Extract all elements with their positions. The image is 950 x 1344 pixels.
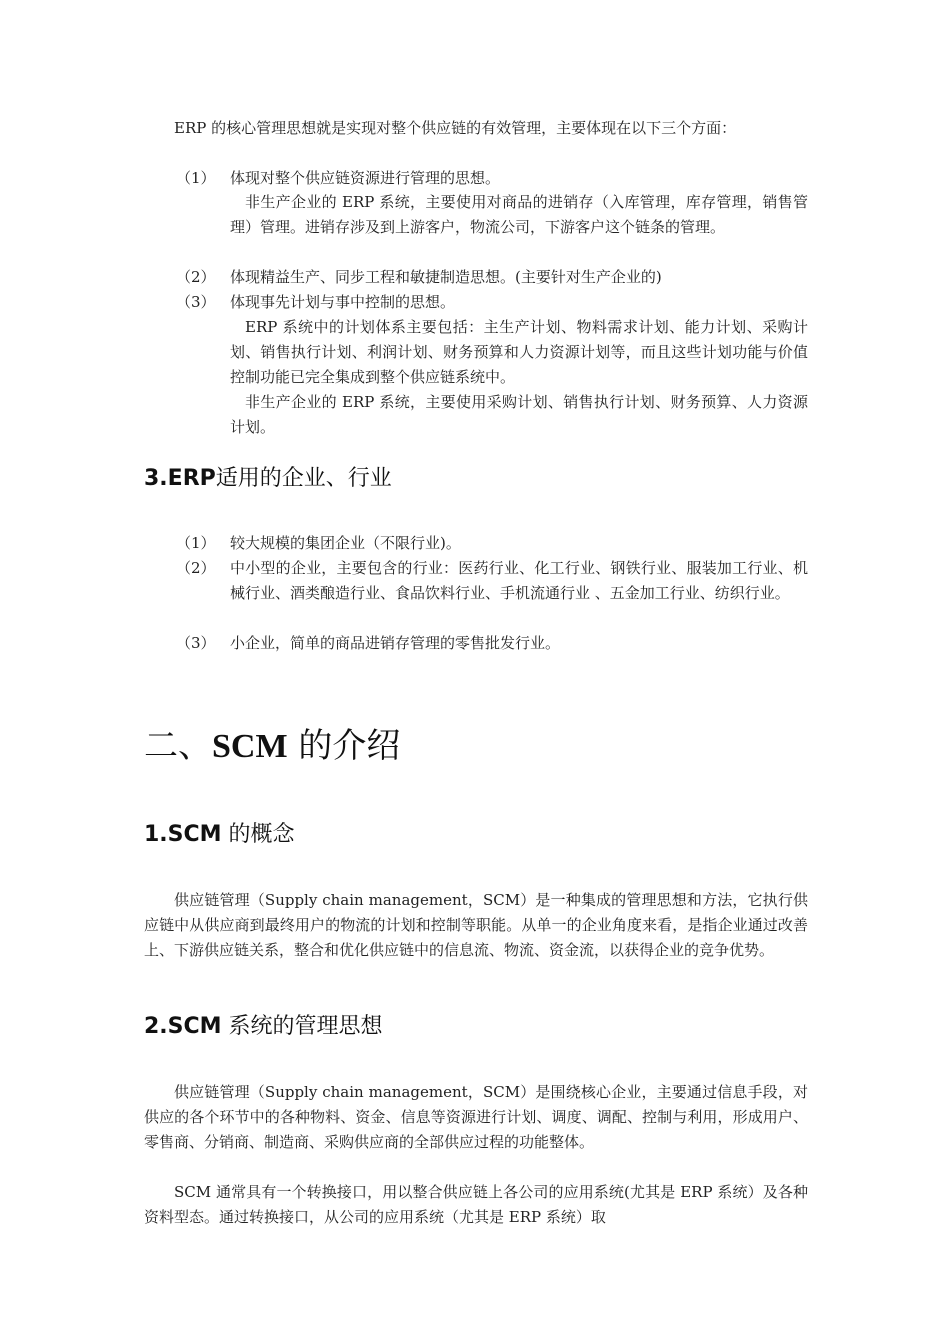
item-text: 体现精益生产、同步工程和敏捷制造思想。(主要针对生产企业的) <box>230 268 662 286</box>
item-number: （1） <box>176 169 216 187</box>
scm-idea-body-1: 供应链管理（Supply chain management，SCM）是围绕核心企业，主要通过信息手段，对供应的各个环节中的各种物料、资金、信息等资源进行计划、调度、调配、控制与利用，形成用户、零售商、分销商、制造商、采购供应商的全部供应过程的功能整体。 <box>144 1083 808 1151</box>
item-text: 体现事先计划与事中控制的思想。 <box>230 293 456 311</box>
heading-text: 适用的企业、行业 <box>215 466 392 491</box>
erp-core-item-1 <box>176 166 808 191</box>
scm-concept-heading <box>144 820 295 850</box>
erp-apply-heading <box>144 464 392 494</box>
scm-chapter-heading <box>144 724 400 769</box>
item-number: （2） <box>176 268 216 286</box>
scm-idea-heading <box>144 1012 383 1042</box>
item-text: 较大规模的集团企业（不限行业)。 <box>230 534 461 552</box>
scm-idea-body-2: SCM 通常具有一个转换接口，用以整合供应链上各公司的应用系统(尤其是 ERP 系统）及各种资料型态。通过转换接口，从公司的应用系统（尤其是 ERP 系统）取 <box>144 1183 808 1226</box>
chapter-prefix: 二、 <box>144 726 212 766</box>
heading-number: 1.SCM <box>144 822 222 847</box>
item-number: （3） <box>176 634 216 652</box>
erp-core-item-3-detail-1: ERP 系统中的计划体系主要包括：主生产计划、物料需求计划、能力计划、采购计划、销售执行计划、利润计划、财务预算和人力资源计划等，而且这些计划功能与价值控制功能已完全集成到整个供应链系统中。 <box>230 318 808 386</box>
erp-apply-item-2 <box>176 556 808 606</box>
item-text: 中小型的企业，主要包含的行业：医药行业、化工行业、钢铁行业、服装加工行业、机械行业、酒类酿造行业、食品饮料行业、手机流通行业 、五金加工行业、纺织行业。 <box>230 559 808 602</box>
chapter-suffix: 的介绍 <box>287 726 401 766</box>
item-text: 体现对整个供应链资源进行管理的思想。 <box>230 169 501 187</box>
scm-concept-body: 供应链管理（Supply chain management，SCM）是一种集成的管理思想和方法，它执行供应链中从供应商到最终用户的物流的计划和控制等职能。从单一的企业角度来看，是指企业通过改善上、下游供应链关系，整合和优化供应链中的信息流、物流、资金流，以获得企业的竞争优势。 <box>144 891 808 959</box>
heading-number: 2.SCM <box>144 1014 222 1039</box>
erp-apply-item-1 <box>176 531 808 556</box>
chapter-bold: SCM <box>212 728 288 765</box>
erp-core-item-1-detail: 非生产企业的 ERP 系统，主要使用对商品的进销存（入库管理，库存管理，销售管理）管理。进销存涉及到上游客户，物流公司，下游客户这个链条的管理。 <box>230 193 808 236</box>
erp-core-item-3 <box>176 290 808 315</box>
erp-core-intro: ERP 的核心管理思想就是实现对整个供应链的有效管理，主要体现在以下三个方面： <box>174 119 737 137</box>
erp-core-item-3-detail-2: 非生产企业的 ERP 系统，主要使用采购计划、销售执行计划、财务预算、人力资源计划。 <box>230 393 808 436</box>
heading-number: 3.ERP <box>144 466 216 491</box>
heading-text: 系统的管理思想 <box>221 1014 383 1039</box>
item-text: 小企业，简单的商品进销存管理的零售批发行业。 <box>230 634 561 652</box>
erp-core-item-2 <box>176 265 808 290</box>
heading-text: 的概念 <box>221 822 295 847</box>
item-number: （3） <box>176 293 216 311</box>
item-number: （1） <box>176 534 216 552</box>
item-number: （2） <box>176 559 216 577</box>
erp-apply-item-3 <box>176 631 808 656</box>
